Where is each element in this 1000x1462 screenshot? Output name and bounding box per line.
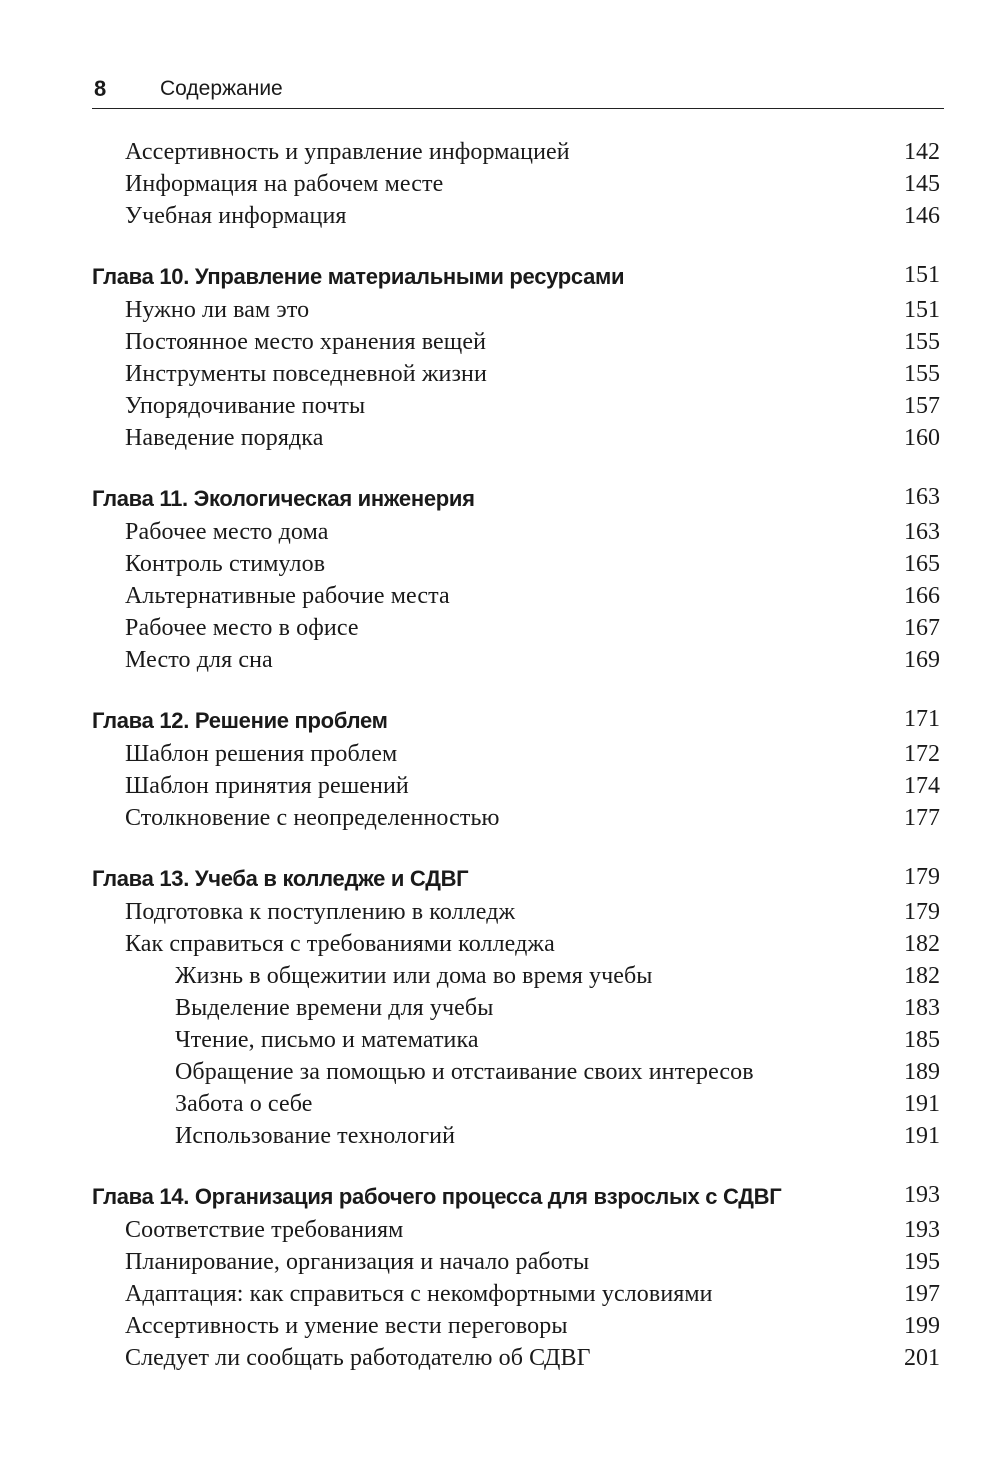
toc-entry-page: 167 xyxy=(904,615,940,641)
toc-chapter xyxy=(0,706,1000,738)
toc-entry xyxy=(0,393,1000,425)
toc-entry-page: 157 xyxy=(904,393,940,419)
toc-entry xyxy=(0,203,1000,235)
toc-entry xyxy=(0,1281,1000,1313)
toc-chapter-title: Глава 10. Управление материальными ресурсами xyxy=(92,264,625,289)
toc-entry-page: 172 xyxy=(904,741,940,767)
toc-entry-title: Нужно ли вам это xyxy=(125,297,310,323)
toc-entry xyxy=(0,139,1000,171)
toc-entry-page: 142 xyxy=(904,139,940,165)
toc-chapter-title: Глава 14. Организация рабочего процесса для взрослых с СДВГ xyxy=(92,1184,782,1209)
toc-chapter-page: 193 xyxy=(904,1182,940,1208)
toc-chapter xyxy=(0,1182,1000,1214)
toc-entry xyxy=(0,1345,1000,1377)
toc-subentry-title: Жизнь в общежитии или дома во время учебы xyxy=(175,963,653,989)
toc-entry-page: 199 xyxy=(904,1313,940,1339)
toc-entry xyxy=(0,1249,1000,1281)
toc-chapter-title: Глава 11. Экологическая инженерия xyxy=(92,486,475,511)
toc-entry-title: Адаптация: как справиться с некомфортными условиями xyxy=(125,1281,713,1307)
toc-subentry-page: 183 xyxy=(904,995,940,1021)
toc-entry-title: Учебная информация xyxy=(125,203,347,229)
toc-entry-title: Информация на рабочем месте xyxy=(125,171,444,197)
toc-entry xyxy=(0,899,1000,931)
toc-subentry xyxy=(0,1091,1000,1123)
toc-entry xyxy=(0,329,1000,361)
toc-entry-title: Как справиться с требованиями колледжа xyxy=(125,931,555,957)
toc-entry-title: Рабочее место в офисе xyxy=(125,615,359,641)
toc-entry xyxy=(0,583,1000,615)
toc-entry-page: 166 xyxy=(904,583,940,609)
toc-entry-title: Упорядочивание почты xyxy=(125,393,366,419)
toc-entry-title: Шаблон решения проблем xyxy=(125,741,398,767)
toc-subentry xyxy=(0,963,1000,995)
toc-entry xyxy=(0,805,1000,837)
toc-entry-title: Подготовка к поступлению в колледж xyxy=(125,899,516,925)
toc-entry-page: 201 xyxy=(904,1345,940,1371)
toc-entry-page: 145 xyxy=(904,171,940,197)
toc-subentry-title: Использование технологий xyxy=(175,1123,456,1149)
toc-entry-title: Контроль стимулов xyxy=(125,551,326,577)
toc-entry xyxy=(0,615,1000,647)
toc-entry-title: Рабочее место дома xyxy=(125,519,329,545)
toc-entry-title: Столкновение с неопределенностью xyxy=(125,805,500,831)
toc-subentry-title: Забота о себе xyxy=(175,1091,313,1117)
toc-entry xyxy=(0,647,1000,679)
toc-entry-title: Место для сна xyxy=(125,647,273,673)
toc-chapter-page: 163 xyxy=(904,484,940,510)
toc-entry-title: Планирование, организация и начало работы xyxy=(125,1249,590,1275)
toc-entry-page: 165 xyxy=(904,551,940,577)
toc-entry xyxy=(0,425,1000,457)
toc-entry-title: Ассертивность и управление информацией xyxy=(125,139,570,165)
toc-entry-title: Постоянное место хранения вещей xyxy=(125,329,487,355)
toc-subentry-title: Выделение времени для учебы xyxy=(175,995,494,1021)
toc-entry-page: 182 xyxy=(904,931,940,957)
toc-subentry-title: Обращение за помощью и отстаивание своих интересов xyxy=(175,1059,754,1085)
toc-entry xyxy=(0,551,1000,583)
toc-entry xyxy=(0,1217,1000,1249)
toc-entry xyxy=(0,361,1000,393)
toc-subentry xyxy=(0,1123,1000,1155)
toc-entry-page: 195 xyxy=(904,1249,940,1275)
toc-entry-page: 146 xyxy=(904,203,940,229)
toc-chapter-title: Глава 12. Решение проблем xyxy=(92,708,388,733)
toc-entry-title: Следует ли сообщать работодателю об СДВГ xyxy=(125,1345,591,1371)
toc-entry-title: Альтернативные рабочие места xyxy=(125,583,450,609)
toc-entry-title: Соответствие требованиям xyxy=(125,1217,404,1243)
toc-entry-page: 177 xyxy=(904,805,940,831)
toc-entry-page: 155 xyxy=(904,361,940,387)
toc-subentry-page: 185 xyxy=(904,1027,940,1053)
toc-entry xyxy=(0,171,1000,203)
toc-entry-page: 155 xyxy=(904,329,940,355)
toc-subentry-page: 189 xyxy=(904,1059,940,1085)
toc-entry-page: 160 xyxy=(904,425,940,451)
toc-entry xyxy=(0,297,1000,329)
toc-entry-page: 174 xyxy=(904,773,940,799)
toc-entry-title: Шаблон принятия решений xyxy=(125,773,409,799)
toc-entry-page: 169 xyxy=(904,647,940,673)
toc-chapter xyxy=(0,262,1000,294)
toc-chapter-page: 151 xyxy=(904,262,940,288)
page-number: 8 xyxy=(94,76,107,101)
toc-entry-title: Ассертивность и умение вести переговоры xyxy=(125,1313,568,1339)
toc-entry xyxy=(0,931,1000,963)
toc-subentry xyxy=(0,1027,1000,1059)
toc-entry-page: 179 xyxy=(904,899,940,925)
toc-chapter xyxy=(0,864,1000,896)
toc-subentry-page: 182 xyxy=(904,963,940,989)
toc-entry-page: 193 xyxy=(904,1217,940,1243)
toc-entry xyxy=(0,519,1000,551)
section-title: Содержание xyxy=(160,77,283,100)
toc-entry-page: 163 xyxy=(904,519,940,545)
toc-chapter-page: 179 xyxy=(904,864,940,890)
toc-subentry-title: Чтение, письмо и математика xyxy=(175,1027,479,1053)
toc-chapter xyxy=(0,484,1000,516)
toc-chapter-page: 171 xyxy=(904,706,940,732)
toc-chapter-title: Глава 13. Учеба в колледже и СДВГ xyxy=(92,866,469,891)
running-header xyxy=(92,74,944,109)
toc-entry-title: Наведение порядка xyxy=(125,425,324,451)
toc-subentry xyxy=(0,995,1000,1027)
toc-entry xyxy=(0,741,1000,773)
toc-entry-page: 197 xyxy=(904,1281,940,1307)
toc-entry-page: 151 xyxy=(904,297,940,323)
toc-subentry-page: 191 xyxy=(904,1091,940,1117)
toc-subentry-page: 191 xyxy=(904,1123,940,1149)
toc-entry-title: Инструменты повседневной жизни xyxy=(125,361,487,387)
toc-entry xyxy=(0,773,1000,805)
toc-entry xyxy=(0,1313,1000,1345)
toc-subentry xyxy=(0,1059,1000,1091)
